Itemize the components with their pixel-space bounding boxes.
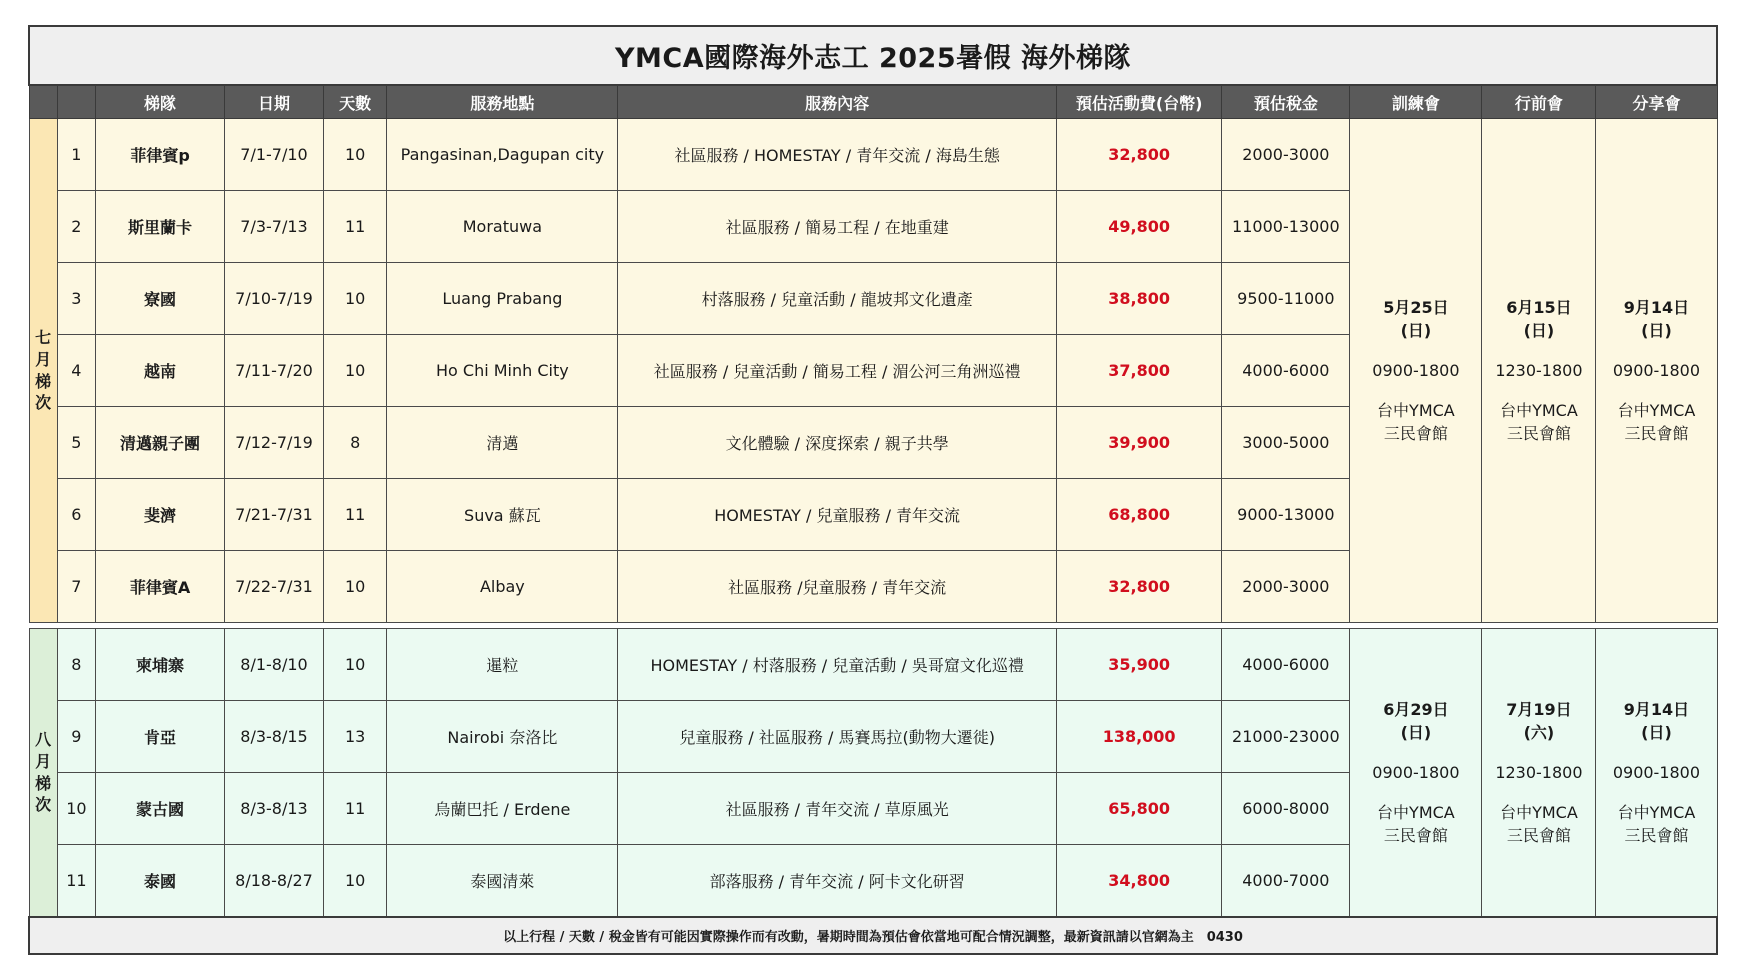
estimated-tax: 11000-13000 bbox=[1222, 191, 1350, 263]
row-number: 4 bbox=[57, 335, 95, 407]
service-location: 泰國清萊 bbox=[387, 845, 618, 918]
session-venue-hall: 三民會館 bbox=[1506, 826, 1571, 846]
date-range: 7/10-7/19 bbox=[225, 263, 324, 335]
session-time: 0900-1800 bbox=[1372, 360, 1460, 380]
day-count: 10 bbox=[323, 119, 387, 191]
row-number: 10 bbox=[57, 773, 95, 845]
estimated-tax: 4000-6000 bbox=[1222, 335, 1350, 407]
activity-fee: 49,800 bbox=[1056, 191, 1221, 263]
header-cell bbox=[57, 85, 95, 119]
row-number: 8 bbox=[57, 629, 95, 701]
estimated-tax: 2000-3000 bbox=[1222, 551, 1350, 623]
header-content: 服務內容 bbox=[618, 85, 1057, 119]
training-session bbox=[1350, 629, 1482, 918]
session-venue: 台中YMCA bbox=[1617, 401, 1696, 421]
service-content: 文化體驗 / 深度探索 / 親子共學 bbox=[618, 407, 1057, 479]
header-location: 服務地點 bbox=[387, 85, 618, 119]
row-number: 6 bbox=[57, 479, 95, 551]
session-weekday: (日) bbox=[1641, 722, 1672, 742]
estimated-tax: 3000-5000 bbox=[1222, 407, 1350, 479]
predeparture-session bbox=[1482, 119, 1596, 623]
estimated-tax: 9500-11000 bbox=[1222, 263, 1350, 335]
row-number: 3 bbox=[57, 263, 95, 335]
team-name: 柬埔寨 bbox=[96, 629, 225, 701]
month-label bbox=[29, 629, 57, 918]
schedule-sheet bbox=[28, 25, 1718, 955]
activity-fee: 37,800 bbox=[1056, 335, 1221, 407]
service-location: Suva 蘇瓦 bbox=[387, 479, 618, 551]
day-count: 10 bbox=[323, 551, 387, 623]
month-label-char: 次 bbox=[35, 393, 52, 413]
row-number: 5 bbox=[57, 407, 95, 479]
session-date: 9月14日 bbox=[1623, 297, 1690, 317]
date-range: 7/21-7/31 bbox=[225, 479, 324, 551]
service-content: 社區服務 / HOMESTAY / 青年交流 / 海島生態 bbox=[618, 119, 1057, 191]
session-venue-hall: 三民會館 bbox=[1624, 826, 1689, 846]
row-number: 7 bbox=[57, 551, 95, 623]
day-count: 10 bbox=[323, 263, 387, 335]
team-schedule-table bbox=[28, 25, 1718, 955]
team-name: 斯里蘭卡 bbox=[96, 191, 225, 263]
estimated-tax: 21000-23000 bbox=[1222, 701, 1350, 773]
footer-note: 以上行程 / 天數 / 稅金皆有可能因實際操作而有改動，暑期時間為預估會依當地可配合情況調整，最新資訊請以官網為主 0430 bbox=[29, 917, 1717, 954]
session-date: 7月19日 bbox=[1506, 699, 1572, 719]
activity-fee: 65,800 bbox=[1056, 773, 1221, 845]
header-training: 訓練會 bbox=[1350, 85, 1482, 119]
team-name: 肯亞 bbox=[96, 701, 225, 773]
table-row bbox=[29, 629, 1717, 701]
service-content: HOMESTAY / 兒童服務 / 青年交流 bbox=[618, 479, 1057, 551]
day-count: 11 bbox=[323, 773, 387, 845]
header-predeparture: 行前會 bbox=[1482, 85, 1596, 119]
session-date: 5月25日 bbox=[1383, 297, 1449, 317]
service-location: Albay bbox=[387, 551, 618, 623]
month-label-char: 七 bbox=[35, 328, 52, 348]
training-session bbox=[1350, 119, 1482, 623]
day-count: 10 bbox=[323, 845, 387, 918]
header-team: 梯隊 bbox=[96, 85, 225, 119]
activity-fee: 138,000 bbox=[1056, 701, 1221, 773]
predeparture-session bbox=[1482, 629, 1596, 918]
team-name: 斐濟 bbox=[96, 479, 225, 551]
service-location: 暹粒 bbox=[387, 629, 618, 701]
day-count: 10 bbox=[323, 335, 387, 407]
session-weekday: (日) bbox=[1523, 320, 1555, 340]
date-range: 8/18-8/27 bbox=[225, 845, 324, 918]
day-count: 11 bbox=[323, 479, 387, 551]
session-weekday: (日) bbox=[1641, 320, 1672, 340]
session-date: 6月15日 bbox=[1506, 297, 1572, 317]
month-label-char: 梯 bbox=[35, 371, 52, 391]
session-venue: 台中YMCA bbox=[1377, 401, 1455, 421]
session-venue: 台中YMCA bbox=[1500, 401, 1578, 421]
service-content: 村落服務 / 兒童活動 / 龍坡邦文化遺產 bbox=[618, 263, 1057, 335]
header-cell bbox=[29, 85, 57, 119]
date-range: 8/3-8/13 bbox=[225, 773, 324, 845]
session-time: 0900-1800 bbox=[1372, 762, 1460, 782]
row-number: 9 bbox=[57, 701, 95, 773]
activity-fee: 32,800 bbox=[1056, 551, 1221, 623]
session-weekday: (日) bbox=[1400, 320, 1432, 340]
session-weekday: (日) bbox=[1400, 722, 1432, 742]
date-range: 8/1-8/10 bbox=[225, 629, 324, 701]
month-label bbox=[29, 119, 57, 623]
session-time: 0900-1800 bbox=[1612, 360, 1701, 380]
service-location: 烏蘭巴托 / Erdene bbox=[387, 773, 618, 845]
month-label-char: 月 bbox=[35, 349, 52, 369]
service-content: HOMESTAY / 村落服務 / 兒童活動 / 吳哥窟文化巡禮 bbox=[618, 629, 1057, 701]
service-content: 社區服務 / 簡易工程 / 在地重建 bbox=[618, 191, 1057, 263]
day-count: 11 bbox=[323, 191, 387, 263]
date-range: 7/12-7/19 bbox=[225, 407, 324, 479]
estimated-tax: 4000-6000 bbox=[1222, 629, 1350, 701]
service-location: 清邁 bbox=[387, 407, 618, 479]
service-content: 社區服務 / 青年交流 / 草原風光 bbox=[618, 773, 1057, 845]
session-time: 1230-1800 bbox=[1495, 360, 1583, 380]
date-range: 8/3-8/15 bbox=[225, 701, 324, 773]
month-label-char: 次 bbox=[35, 795, 52, 815]
service-content: 社區服務 /兒童服務 / 青年交流 bbox=[618, 551, 1057, 623]
month-label-char: 梯 bbox=[35, 773, 52, 793]
header-days: 天數 bbox=[323, 85, 387, 119]
service-content: 兒童服務 / 社區服務 / 馬賽馬拉(動物大遷徙) bbox=[618, 701, 1057, 773]
session-venue-hall: 三民會館 bbox=[1383, 424, 1448, 444]
service-location: Luang Prabang bbox=[387, 263, 618, 335]
session-venue: 台中YMCA bbox=[1617, 803, 1696, 823]
header-date: 日期 bbox=[225, 85, 324, 119]
session-venue-hall: 三民會館 bbox=[1624, 424, 1689, 444]
session-venue: 台中YMCA bbox=[1377, 803, 1455, 823]
header-row bbox=[29, 85, 1717, 119]
session-venue: 台中YMCA bbox=[1500, 803, 1578, 823]
row-number: 11 bbox=[57, 845, 95, 918]
estimated-tax: 2000-3000 bbox=[1222, 119, 1350, 191]
date-range: 7/22-7/31 bbox=[225, 551, 324, 623]
header-tax: 預估稅金 bbox=[1222, 85, 1350, 119]
team-name: 菲律賓p bbox=[96, 119, 225, 191]
estimated-tax: 9000-13000 bbox=[1222, 479, 1350, 551]
august-section bbox=[29, 629, 1717, 918]
day-count: 13 bbox=[323, 701, 387, 773]
service-location: Nairobi 奈洛比 bbox=[387, 701, 618, 773]
activity-fee: 35,900 bbox=[1056, 629, 1221, 701]
activity-fee: 32,800 bbox=[1056, 119, 1221, 191]
estimated-tax: 6000-8000 bbox=[1222, 773, 1350, 845]
team-name: 越南 bbox=[96, 335, 225, 407]
session-time: 0900-1800 bbox=[1612, 762, 1701, 782]
activity-fee: 68,800 bbox=[1056, 479, 1221, 551]
service-content: 部落服務 / 青年交流 / 阿卡文化研習 bbox=[618, 845, 1057, 918]
month-label-char: 八 bbox=[35, 730, 52, 750]
row-number: 1 bbox=[57, 119, 95, 191]
team-name: 蒙古國 bbox=[96, 773, 225, 845]
service-content: 社區服務 / 兒童活動 / 簡易工程 / 湄公河三角洲巡禮 bbox=[618, 335, 1057, 407]
day-count: 10 bbox=[323, 629, 387, 701]
date-range: 7/1-7/10 bbox=[225, 119, 324, 191]
page-title: YMCA國際海外志工 2025暑假 海外梯隊 bbox=[29, 26, 1717, 85]
activity-fee: 39,900 bbox=[1056, 407, 1221, 479]
team-name: 清邁親子團 bbox=[96, 407, 225, 479]
month-label-char: 月 bbox=[35, 751, 52, 771]
sharing-session bbox=[1596, 629, 1717, 918]
service-location: Pangasinan,Dagupan city bbox=[387, 119, 618, 191]
estimated-tax: 4000-7000 bbox=[1222, 845, 1350, 918]
activity-fee: 38,800 bbox=[1056, 263, 1221, 335]
session-venue-hall: 三民會館 bbox=[1506, 424, 1571, 444]
july-section bbox=[29, 119, 1717, 623]
session-time: 1230-1800 bbox=[1495, 762, 1583, 782]
team-name: 泰國 bbox=[96, 845, 225, 918]
team-name: 菲律賓A bbox=[96, 551, 225, 623]
sharing-session bbox=[1596, 119, 1717, 623]
session-date: 9月14日 bbox=[1623, 699, 1690, 719]
day-count: 8 bbox=[323, 407, 387, 479]
activity-fee: 34,800 bbox=[1056, 845, 1221, 918]
date-range: 7/3-7/13 bbox=[225, 191, 324, 263]
row-number: 2 bbox=[57, 191, 95, 263]
table-row bbox=[29, 119, 1717, 191]
service-location: Ho Chi Minh City bbox=[387, 335, 618, 407]
header-fee: 預估活動費(台幣) bbox=[1056, 85, 1221, 119]
date-range: 7/11-7/20 bbox=[225, 335, 324, 407]
header-sharing: 分享會 bbox=[1596, 85, 1717, 119]
session-venue-hall: 三民會館 bbox=[1383, 826, 1448, 846]
team-name: 寮國 bbox=[96, 263, 225, 335]
service-location: Moratuwa bbox=[387, 191, 618, 263]
session-weekday: (六) bbox=[1523, 722, 1555, 742]
session-date: 6月29日 bbox=[1383, 699, 1449, 719]
